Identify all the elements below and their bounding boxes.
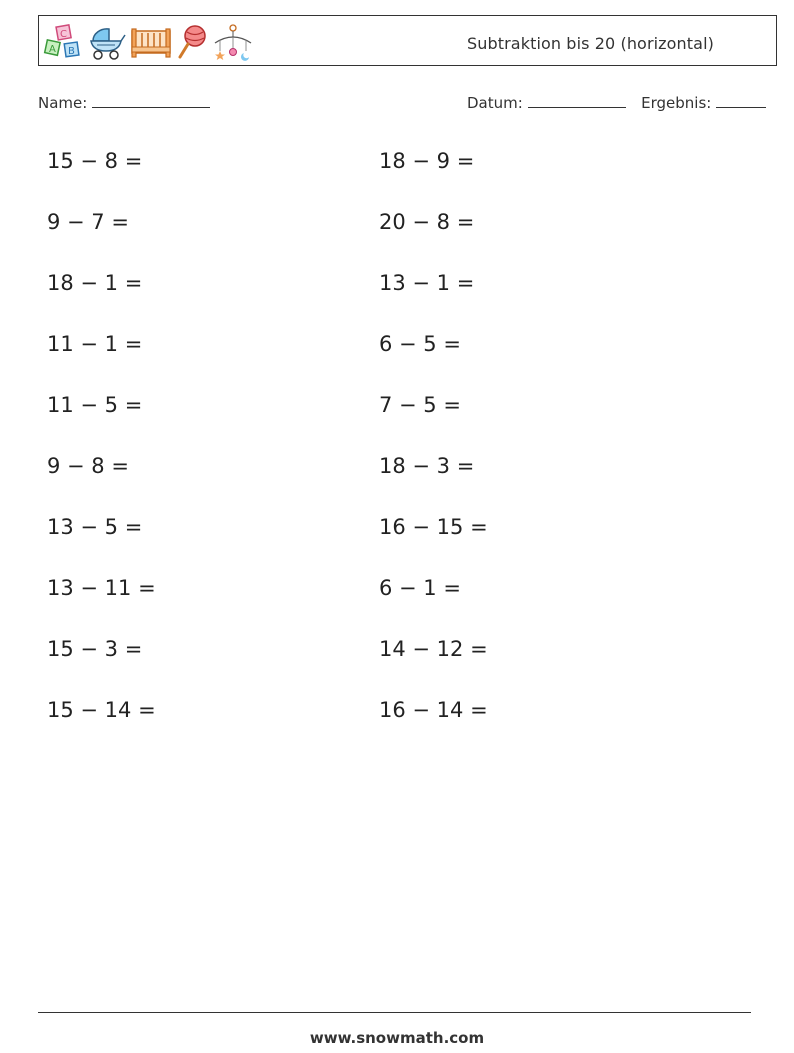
problem-right-9: 14 − 12 = (379, 637, 488, 661)
problem-right-3: 13 − 1 = (379, 271, 475, 295)
date-result-fields (467, 93, 766, 112)
date-blank (528, 93, 626, 108)
abc-blocks-icon (43, 23, 85, 61)
date-label: Datum: (467, 94, 523, 112)
baby-carriage-icon (87, 23, 127, 61)
problem-right-4: 6 − 5 = (379, 332, 461, 356)
problem-right-1: 18 − 9 = (379, 149, 475, 173)
problem-left-8: 13 − 11 = (47, 576, 156, 600)
problem-left-3: 18 − 1 = (47, 271, 143, 295)
baby-mobile-icon (211, 23, 255, 61)
svg-text:A: A (49, 44, 56, 55)
problem-left-6: 9 − 8 = (47, 454, 129, 478)
name-label: Name: (38, 94, 88, 112)
worksheet-header (38, 15, 777, 66)
svg-text:B: B (68, 46, 75, 57)
problem-left-10: 15 − 14 = (47, 698, 156, 722)
result-label: Ergebnis: (641, 94, 712, 112)
problem-left-1: 15 − 8 = (47, 149, 143, 173)
problem-left-2: 9 − 7 = (47, 210, 129, 234)
problem-right-6: 18 − 3 = (379, 454, 475, 478)
problem-left-9: 15 − 3 = (47, 637, 143, 661)
svg-text:C: C (60, 29, 67, 40)
name-blank (92, 93, 210, 108)
problem-right-5: 7 − 5 = (379, 393, 461, 417)
problem-left-5: 11 − 5 = (47, 393, 143, 417)
rattle-icon (175, 23, 209, 61)
problem-left-4: 11 − 1 = (47, 332, 143, 356)
problem-right-2: 20 − 8 = (379, 210, 475, 234)
page-title: Subtraktion bis 20 (horizontal) (467, 34, 714, 53)
name-field (38, 93, 210, 112)
problem-right-7: 16 − 15 = (379, 515, 488, 539)
problem-right-10: 16 − 14 = (379, 698, 488, 722)
crib-icon (129, 23, 173, 61)
result-blank (716, 93, 766, 108)
decorative-icons (43, 21, 255, 63)
footer-website[interactable]: www.snowmath.com (309, 1029, 485, 1047)
problem-right-8: 6 − 1 = (379, 576, 461, 600)
footer-divider (38, 1012, 751, 1013)
problem-left-7: 13 − 5 = (47, 515, 143, 539)
